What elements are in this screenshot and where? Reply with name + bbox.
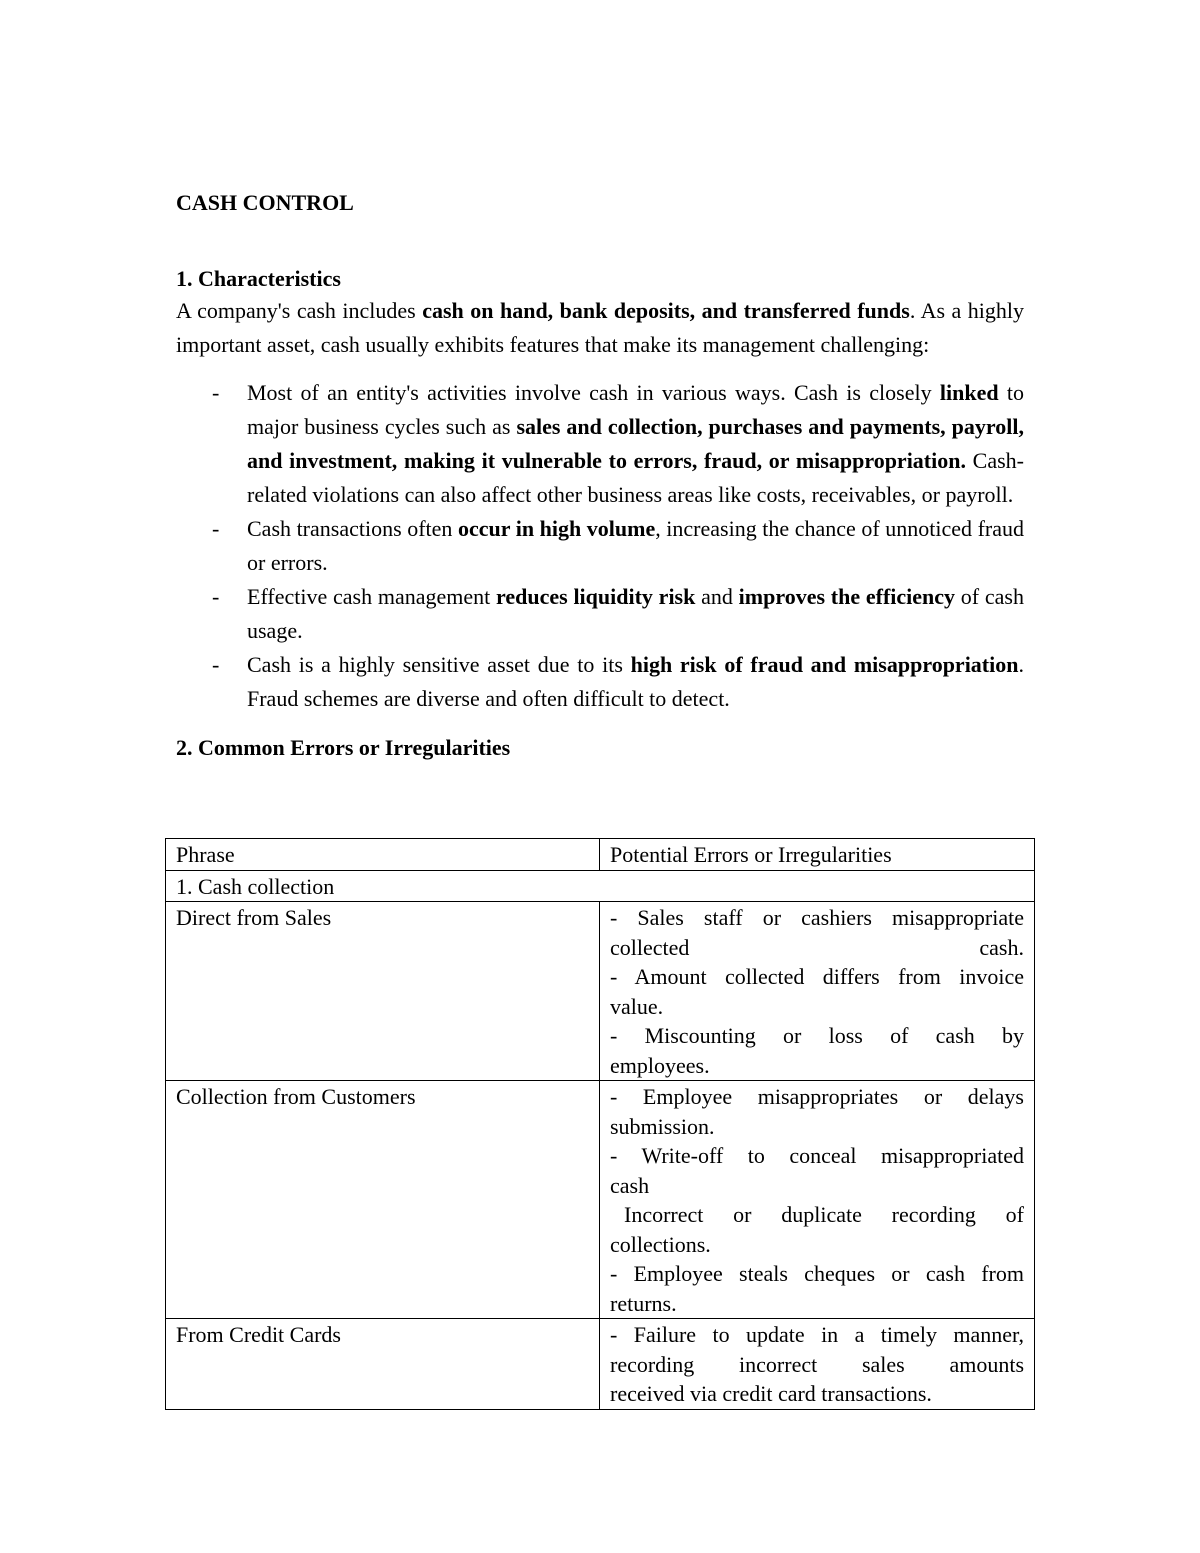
intro-bold-text: cash on hand, bank deposits, and transferred funds — [422, 298, 910, 323]
bullet-bold-text: reduces liquidity risk — [495, 584, 696, 609]
intro-text: A company's cash includes — [176, 298, 423, 323]
cell-line: - Employee steals cheques or cash from — [610, 1261, 1024, 1286]
bullet-text: to major business cycles such as — [247, 380, 1024, 439]
bullet-text: , increasing the chance of unnoticed fraud or errors. — [247, 516, 1024, 575]
table-cell-phrase: Collection from Customers — [166, 1081, 600, 1319]
table-cell-phrase: Direct from Sales — [166, 902, 600, 1081]
section-heading-errors: 2. Common Errors or Irregularities — [176, 735, 511, 760]
table-group-label: 1. Cash collection — [166, 870, 1035, 902]
cell-line: - Amount collected differs from invoice — [610, 964, 1024, 989]
cell-line: cash — [610, 1172, 650, 1198]
cell-line: - Write-off to conceal misappropriated — [610, 1143, 1024, 1168]
cell-line: submission. — [610, 1113, 715, 1139]
cell-line: employees. — [610, 1052, 710, 1078]
table-cell-phrase: From Credit Cards — [166, 1319, 600, 1410]
cell-line: Incorrect or duplicate recording of — [624, 1202, 1024, 1227]
bullet-text: Cash-related violations can also affect other business areas like costs, receivables, or payroll. — [247, 448, 1024, 507]
table-header-errors: Potential Errors or Irregularities — [600, 839, 1035, 871]
intro-text-end: . As a highly important asset, cash usually exhibits features that make its management challenging: — [176, 298, 1025, 357]
table-row — [166, 902, 1035, 1081]
cell-line: received via credit card transactions. — [610, 1381, 932, 1406]
cell-line: returns. — [610, 1290, 677, 1316]
table-header-row — [166, 839, 1035, 871]
list-item — [176, 580, 1024, 648]
cell-line: collections. — [610, 1231, 711, 1257]
bullet-text: Effective cash management — [247, 584, 496, 609]
bullet-dash: - — [212, 652, 220, 677]
document-title: CASH CONTROL — [176, 190, 354, 215]
cell-line: recording incorrect sales amounts — [610, 1351, 1024, 1377]
document-page — [176, 188, 1024, 763]
cell-line: - Failure to update in a timely manner, — [610, 1322, 1024, 1347]
bullet-dash: - — [212, 584, 220, 609]
table-cell-errors — [600, 902, 1035, 1081]
table-header-phrase: Phrase — [166, 839, 600, 871]
intro-paragraph — [176, 294, 1024, 362]
cell-line: collected cash. — [610, 934, 1024, 960]
characteristics-list — [176, 376, 1024, 716]
table-row — [166, 1319, 1035, 1410]
bullet-dash: - — [212, 516, 220, 541]
bullet-text: Cash transactions often — [247, 516, 458, 541]
section-heading-characteristics: 1. Characteristics — [176, 266, 341, 291]
table-cell-errors — [600, 1081, 1035, 1319]
list-item — [176, 512, 1024, 580]
table-group-row — [166, 870, 1035, 902]
bullet-bold-text: occur in high volume — [458, 516, 656, 541]
bullet-text: . Fraud schemes are diverse and often difficult to detect. — [247, 652, 1024, 711]
bullet-bold-text: linked — [939, 380, 999, 405]
bullet-bold-text: improves the efficiency — [738, 584, 956, 609]
table-row — [166, 1081, 1035, 1319]
list-item — [176, 376, 1024, 512]
bullet-text: and — [695, 584, 739, 609]
cell-line: - Miscounting or loss of cash by — [610, 1023, 1024, 1048]
bullet-bold-text: high risk of fraud and misappropriation — [630, 652, 1019, 677]
bullet-text: Cash is a highly sensitive asset due to its — [247, 652, 631, 677]
cell-line: value. — [610, 993, 664, 1019]
bullet-dash: - — [212, 380, 220, 405]
bullet-text: Most of an entity's activities involve cash in various ways. Cash is closely — [247, 380, 940, 405]
table-cell-errors — [600, 1319, 1035, 1410]
cell-line: - Sales staff or cashiers misappropriate — [610, 905, 1024, 930]
bullet-bold-text: sales and collection, purchases and payments, payroll, and investment, making it vulnerable to errors, fraud, or misappropriation. — [247, 414, 1024, 473]
list-item — [176, 648, 1024, 716]
errors-table — [165, 838, 1035, 1410]
bullet-text: of cash usage. — [247, 584, 1024, 643]
cell-line: - Employee misappropriates or delays — [610, 1084, 1024, 1109]
